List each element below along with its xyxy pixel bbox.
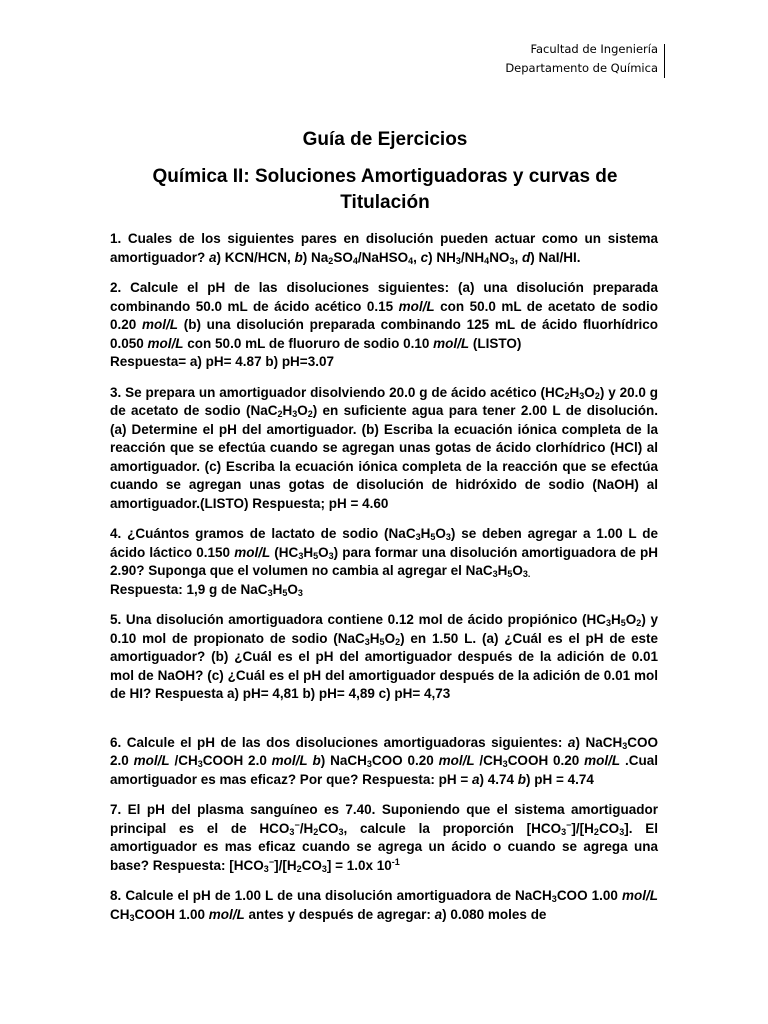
question-5: 5. Una disolución amortiguadora contiene 0.12 mol de ácido propiónico $(HC_3H_5O_2)$ y 0.10 mol de propionato de sodio $(NaC_3H_5O_2)$ en 1.50 L. (a) ¿Cuál es el pH de este amortiguador? (b) ¿Cuál es el pH del amortiguador después de la adición de 0.01 mol de NaOH? (c) ¿Cuál es el pH del amortiguador después de la adición de 0.01 mol de HI? Respuesta a) pH= 4,81 b) pH= 4,89 c) pH= 4,73: [110, 612, 658, 701]
question-6: 6. Calcule el pH de las dos disoluciones amortiguadoras siguientes: a) NaCH$_3$COO 2.0 mol/L $/CH_3COOH$ 2.0 mol/L b) NaCH$_3$COO 0.20 mol/L $/CH_3COOH$ 0.20 mol/L .Cual amortiguador es mas eficaz? Por que? Respuesta: pH = a) 4.74 b) pH = 4.74: [110, 734, 658, 787]
header-faculty: Facultad de Ingeniería: [530, 42, 658, 56]
question-7: 7. El pH del plasma sanguíneo es 7.40. Suponiendo que el sistema amortiguador principal es el de $HCO_3^-/H_2CO_3$, calcule la proporción $[HCO_3^-]/[H_2CO_3]$. El amortiguador es mas eficaz cuando se agrega un ácido o cuando se agrega una base? Respuesta: $[HCO_3^-]/[H_2CO_3] = 1.0x$ $10^{-1}$: [110, 802, 658, 874]
question-3: 3. Se prepara un amortiguador disolviendo 20.0 g de ácido acético $(HC_2H_3O_2)$ y 20.0 g de acetato de sodio $(NaC_2H_3O_2)$ en suficiente agua para tener 2.00 L de disolución. (a) Determine el pH del amortiguador. (b) Escriba la ecuación iónica completa de la reacción que se efectúa cuando se agregan unas gotas de ácido clorhídrico (HCl) al amortiguador. (c) Escriba la ecuación iónica completa de la reacción que se efectúa cuando se agregan unas gotas de disolución de hidróxido de sodio (NaOH) al amortiguador.(LISTO) Respuesta; pH = 4.60: [110, 384, 658, 511]
document-subtitle: Química II: Soluciones Amortiguadoras y curvas de Titulación: [152, 166, 618, 213]
question-4: 4. ¿Cuántos gramos de lactato de sodio $(NaC_3H_5O_3)$ se deben agregar a 1.00 L de ácido láctico 0.150 mol/L $(HC_3H_5O_3)$ para formar una disolución amortiguadora de pH 2.90? Suponga que el volumen no cambia al agregar el $NaC_3H_5O_{3.}$ Respuesta: 1,9 g de $NaC_3H_5O_3$: [110, 526, 659, 598]
answer-2: Respuesta= a) pH= 4.87 b) pH=3.07: [110, 354, 334, 369]
document-title: Guía de Ejercicios: [302, 129, 468, 150]
question-1: 1. Cuales de los siguientes pares en disolución pueden actuar como un sistema amortiguador? a) KCN/HCN, b) $Na_2SO_4/NaHSO_4$, c) $NH_3/NH_4NO_3$, d) NaI/HI.: [110, 231, 658, 266]
question-2: 2. Calcule el pH de las disoluciones siguientes: (a) una disolución preparada combinando 50.0 mL de ácido acético 0.15 mol/L con 50.0 mL de acetato de sodio 0.20 mol/L (b) una disolución preparada combinando 125 mL de ácido fluorhídrico 0.050 mol/L con 50.0 mL de fluoruro de sodio 0.10 mol/L (LISTO) Respuesta= a) pH= 4.87 b) pH=3.07: [110, 280, 658, 369]
exercise-list: [110, 230, 658, 936]
header-department: Departamento de Química: [505, 61, 658, 75]
answer-4: Respuesta: 1,9 g de NaC: [110, 581, 268, 597]
page-header: [505, 40, 658, 78]
question-8: 8. Calcule el pH de 1.00 L de una disolución amortiguadora de NaCH$_3$COO 1.00 mol/L $CH_3COOH$ 1.00 mol/L antes y después de agregar: a) 0.080 moles de: [110, 888, 658, 923]
title-block: [100, 126, 670, 216]
header-divider: [664, 44, 665, 78]
